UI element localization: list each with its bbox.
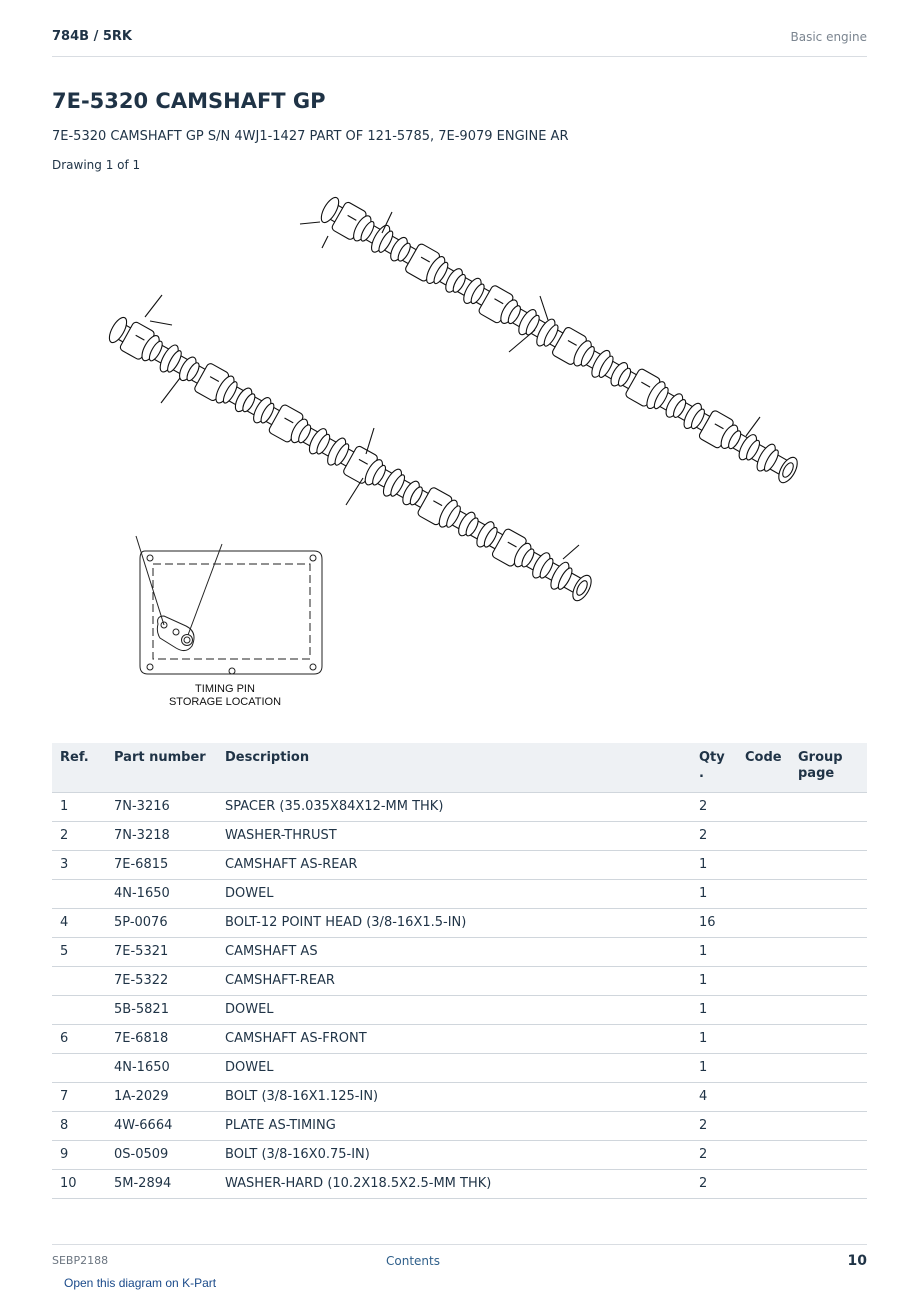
- cell-qty: 1: [691, 851, 737, 880]
- cell-description: PLATE AS-TIMING: [217, 1112, 691, 1141]
- cell-code: [737, 938, 790, 967]
- cell-group-page: [790, 909, 867, 938]
- cell-group-page: [790, 938, 867, 967]
- page-title: 7E-5320 CAMSHAFT GP: [52, 89, 326, 113]
- cell-group-page: [790, 1170, 867, 1199]
- table-row: [52, 822, 867, 851]
- cell-qty: 16: [691, 909, 737, 938]
- cell-description: WASHER-HARD (10.2X18.5X2.5-MM THK): [217, 1170, 691, 1199]
- page-header: [52, 28, 867, 57]
- section-label: Basic engine: [790, 30, 867, 44]
- lower-camshaft: [105, 313, 596, 605]
- cell-ref: 6: [52, 1025, 106, 1054]
- cell-group-page: [790, 1025, 867, 1054]
- cell-code: [737, 822, 790, 851]
- table-row: [52, 967, 867, 996]
- cell-group-page: [790, 1141, 867, 1170]
- cell-description: WASHER-THRUST: [217, 822, 691, 851]
- table-row: [52, 851, 867, 880]
- cell-qty: 1: [691, 880, 737, 909]
- cell-ref: [52, 880, 106, 909]
- cell-code: [737, 1170, 790, 1199]
- inset-caption-line1: TIMING PIN: [195, 683, 255, 695]
- model-label: 784B / 5RK: [52, 29, 132, 44]
- cell-description: DOWEL: [217, 1054, 691, 1083]
- cell-description: BOLT (3/8-16X1.125-IN): [217, 1083, 691, 1112]
- cell-description: CAMSHAFT-REAR: [217, 967, 691, 996]
- cell-code: [737, 880, 790, 909]
- parts-table: [52, 743, 867, 1199]
- page-subtitle: 7E-5320 CAMSHAFT GP S/N 4WJ1-1427 PART OF 121-5785, 7E-9079 ENGINE AR: [52, 129, 569, 144]
- cell-code: [737, 1141, 790, 1170]
- cell-part-number: 4N-1650: [106, 880, 217, 909]
- cell-code: [737, 1112, 790, 1141]
- cell-description: CAMSHAFT AS: [217, 938, 691, 967]
- cell-description: CAMSHAFT AS-FRONT: [217, 1025, 691, 1054]
- table-row: [52, 1141, 867, 1170]
- table-row: [52, 1025, 867, 1054]
- cell-ref: 3: [52, 851, 106, 880]
- document-id: SEBP2188: [52, 1254, 109, 1267]
- header-description: Description: [217, 743, 691, 793]
- inset-caption-line2: STORAGE LOCATION: [168, 696, 282, 708]
- table-row: [52, 938, 867, 967]
- cell-group-page: [790, 1054, 867, 1083]
- cell-code: [737, 1025, 790, 1054]
- cell-ref: 5: [52, 938, 106, 967]
- cell-code: [737, 851, 790, 880]
- cell-qty: 2: [691, 1112, 737, 1141]
- cell-group-page: [790, 967, 867, 996]
- cell-group-page: [790, 1083, 867, 1112]
- cell-part-number: 5B-5821: [106, 996, 217, 1025]
- cell-part-number: 7E-6818: [106, 1025, 217, 1054]
- upper-camshaft: [317, 193, 802, 487]
- page-footer: [52, 1244, 867, 1273]
- table-row: [52, 1170, 867, 1199]
- table-row: [52, 880, 867, 909]
- cell-qty: 4: [691, 1083, 737, 1112]
- cell-part-number: 7E-5321: [106, 938, 217, 967]
- header-ref: Ref.: [52, 743, 106, 793]
- cell-part-number: 1A-2029: [106, 1083, 217, 1112]
- table-row: [52, 1083, 867, 1112]
- timing-pin-inset: [136, 536, 322, 674]
- cell-part-number: 4W-6664: [106, 1112, 217, 1141]
- cell-code: [737, 1054, 790, 1083]
- cell-part-number: 5M-2894: [106, 1170, 217, 1199]
- table-row: [52, 1054, 867, 1083]
- contents-link[interactable]: Contents: [386, 1254, 440, 1268]
- cell-ref: 10: [52, 1170, 106, 1199]
- cell-ref: 8: [52, 1112, 106, 1141]
- cell-code: [737, 996, 790, 1025]
- cell-code: [737, 967, 790, 996]
- cell-qty: 1: [691, 1054, 737, 1083]
- cell-group-page: [790, 996, 867, 1025]
- cell-qty: 1: [691, 996, 737, 1025]
- table-row: [52, 909, 867, 938]
- cell-description: SPACER (35.035X84X12-MM THK): [217, 793, 691, 822]
- drawing-count-label: Drawing 1 of 1: [52, 158, 141, 172]
- cell-group-page: [790, 880, 867, 909]
- camshaft-drawing-svg: [52, 180, 867, 730]
- cell-code: [737, 909, 790, 938]
- table-row: [52, 1112, 867, 1141]
- header-part-number: Part number: [106, 743, 217, 793]
- cell-part-number: 7E-6815: [106, 851, 217, 880]
- cell-ref: 2: [52, 822, 106, 851]
- page-number: 10: [847, 1253, 867, 1269]
- cell-code: [737, 793, 790, 822]
- cell-qty: 1: [691, 1025, 737, 1054]
- cell-ref: 4: [52, 909, 106, 938]
- table-row: [52, 996, 867, 1025]
- table-row: [52, 793, 867, 822]
- open-diagram-kpart-link[interactable]: Open this diagram on K-Part: [64, 1276, 217, 1290]
- header-qty: Qty .: [691, 743, 737, 793]
- cell-qty: 2: [691, 822, 737, 851]
- cell-qty: 1: [691, 938, 737, 967]
- cell-part-number: 7N-3218: [106, 822, 217, 851]
- cell-part-number: 5P-0076: [106, 909, 217, 938]
- cell-ref: 7: [52, 1083, 106, 1112]
- cell-code: [737, 1083, 790, 1112]
- cell-description: DOWEL: [217, 996, 691, 1025]
- cell-part-number: 7N-3216: [106, 793, 217, 822]
- cell-ref: [52, 1054, 106, 1083]
- cell-qty: 2: [691, 1170, 737, 1199]
- cell-qty: 2: [691, 793, 737, 822]
- parts-table-header-row: [52, 743, 867, 793]
- cell-ref: [52, 996, 106, 1025]
- cell-part-number: 0S-0509: [106, 1141, 217, 1170]
- cell-description: DOWEL: [217, 880, 691, 909]
- cell-description: CAMSHAFT AS-REAR: [217, 851, 691, 880]
- cell-ref: 9: [52, 1141, 106, 1170]
- cell-ref: [52, 967, 106, 996]
- cell-group-page: [790, 1112, 867, 1141]
- cell-part-number: 7E-5322: [106, 967, 217, 996]
- camshaft-diagram[interactable]: [52, 180, 867, 730]
- header-group-page: Group page: [790, 743, 867, 793]
- cell-description: BOLT (3/8-16X0.75-IN): [217, 1141, 691, 1170]
- header-code: Code: [737, 743, 790, 793]
- cell-qty: 2: [691, 1141, 737, 1170]
- cell-group-page: [790, 822, 867, 851]
- cell-ref: 1: [52, 793, 106, 822]
- cell-description: BOLT-12 POINT HEAD (3/8-16X1.5-IN): [217, 909, 691, 938]
- cell-group-page: [790, 793, 867, 822]
- cell-group-page: [790, 851, 867, 880]
- cell-qty: 1: [691, 967, 737, 996]
- cell-part-number: 4N-1650: [106, 1054, 217, 1083]
